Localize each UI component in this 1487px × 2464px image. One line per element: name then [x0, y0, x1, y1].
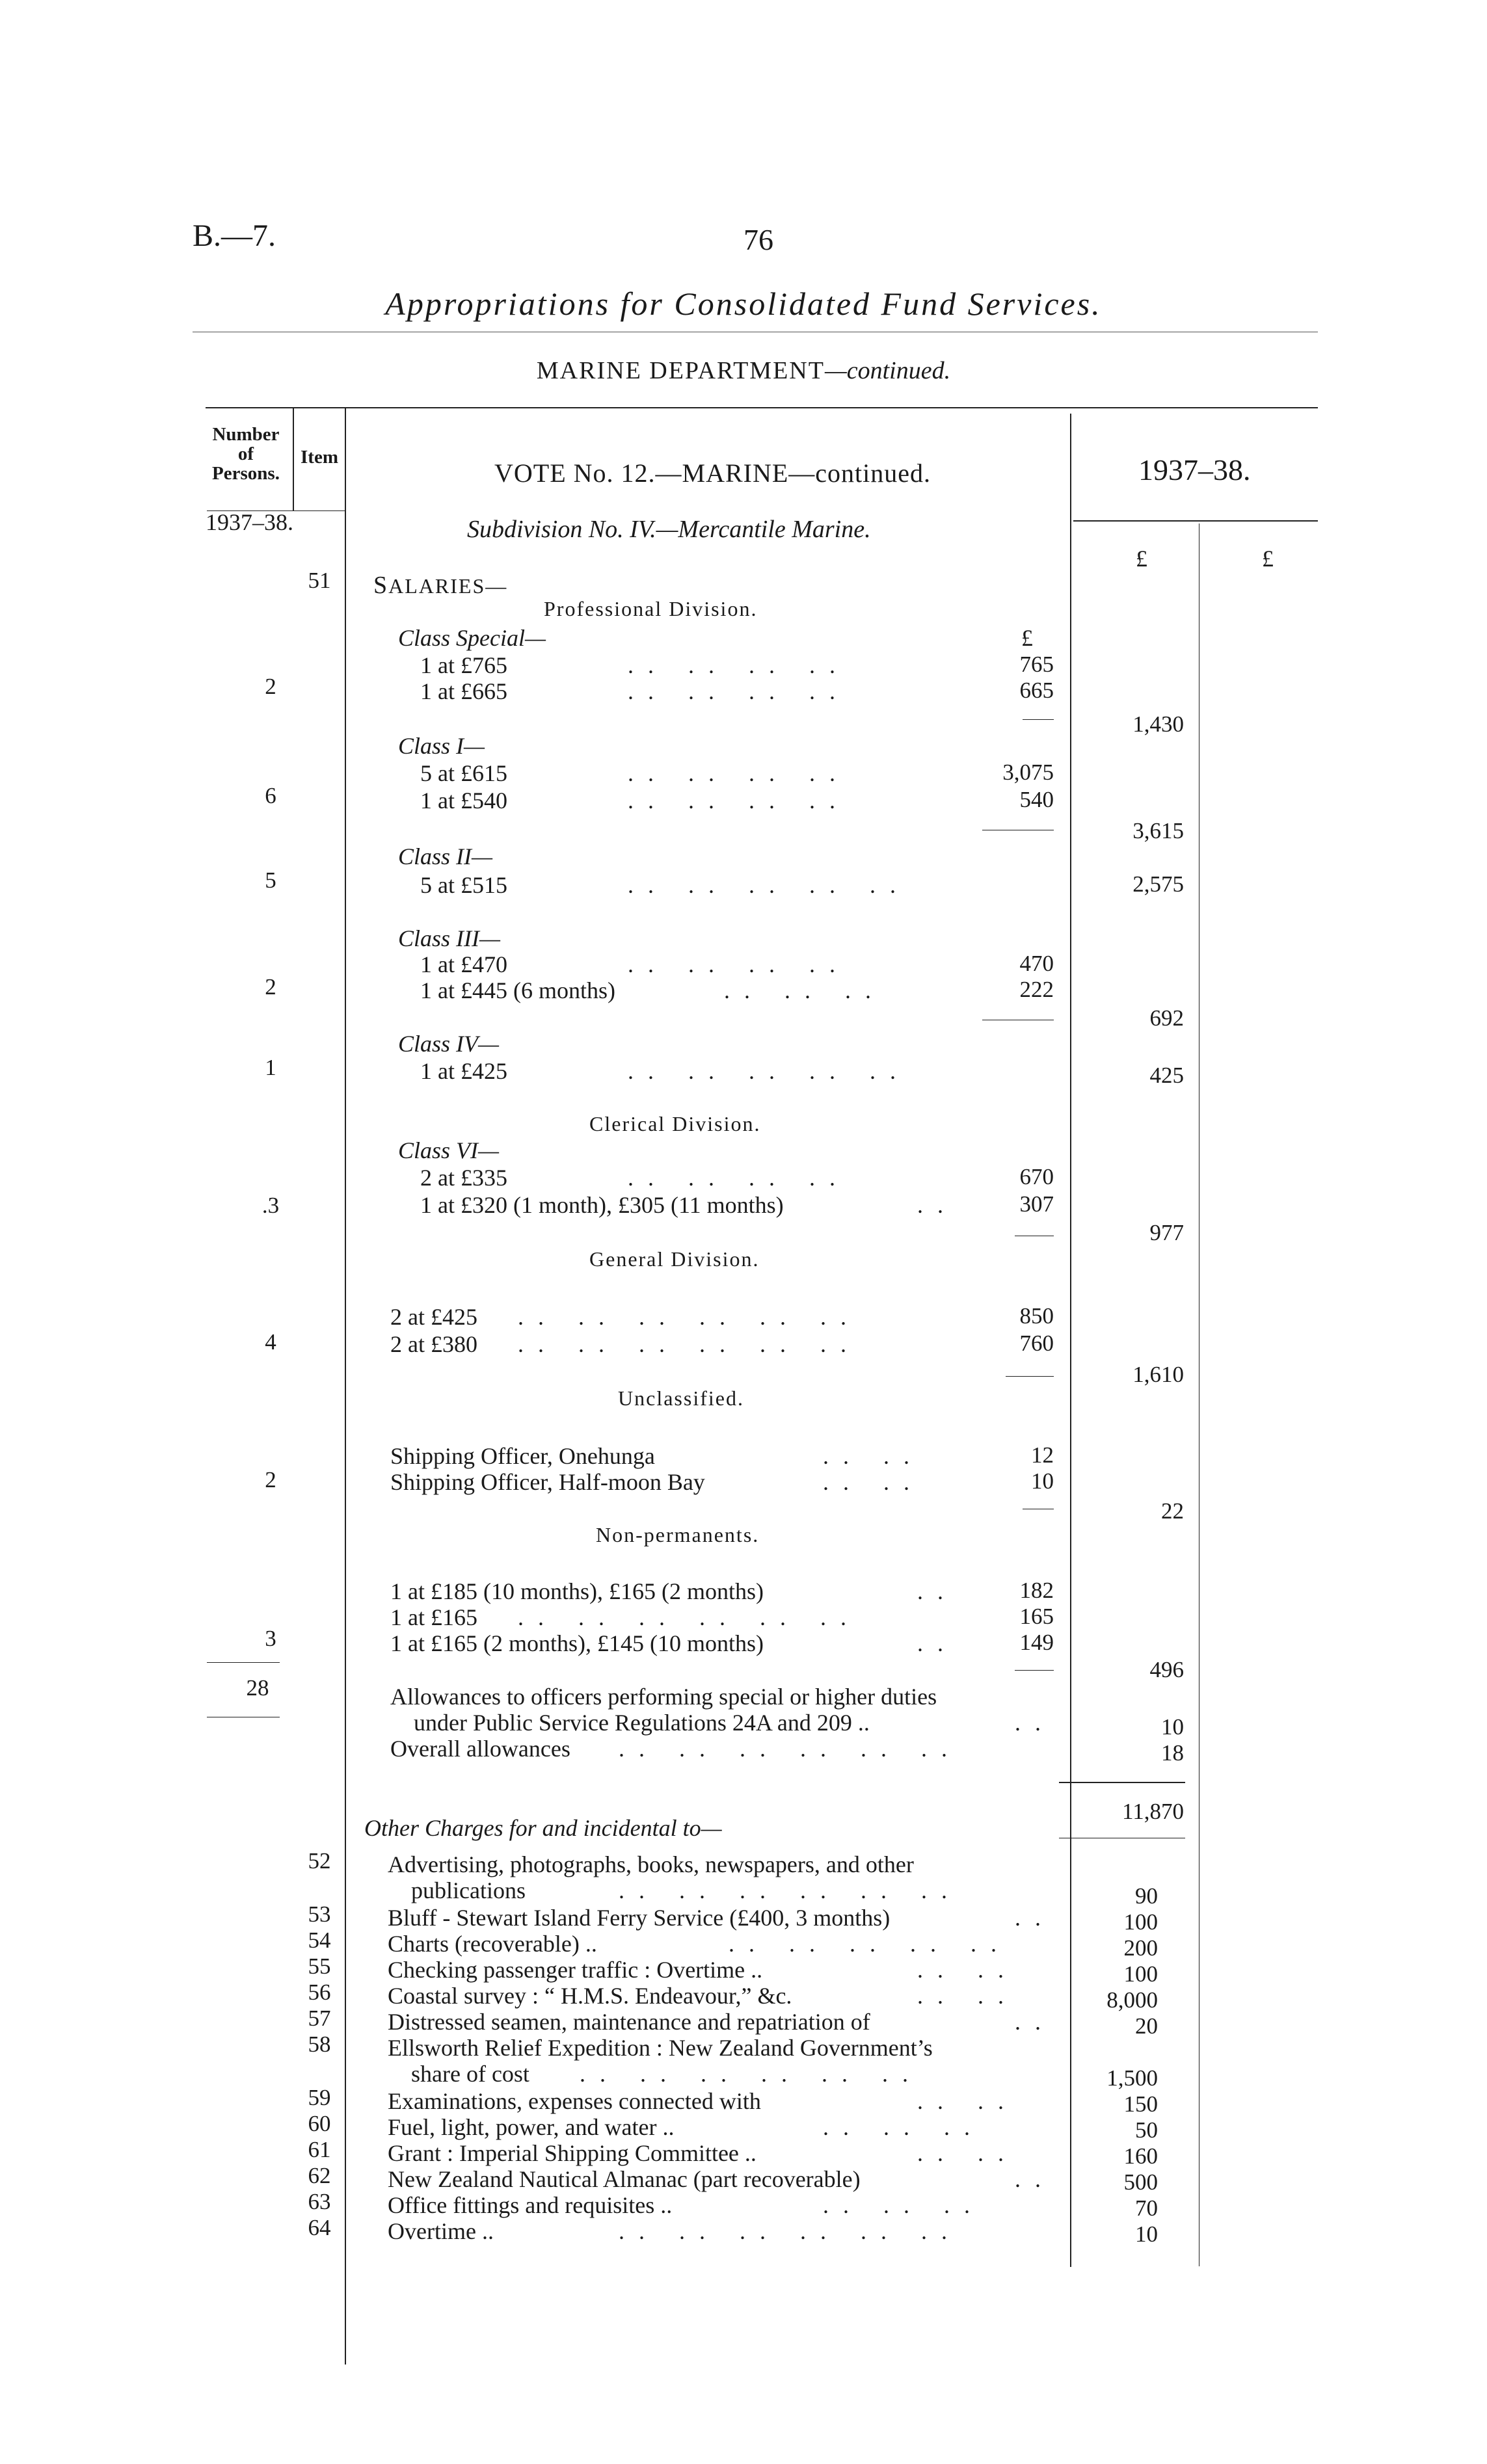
pound-symbol-1: £ — [1136, 546, 1147, 572]
salary-amount: 12 — [1031, 1442, 1054, 1468]
year-header-persons: 1937–38. — [206, 509, 293, 535]
salaries-grand-total: 11,870 — [1122, 1799, 1184, 1824]
salary-amount: 470 — [1019, 951, 1054, 976]
grand-total-rule — [1059, 1782, 1185, 1783]
charge-amount: 8,000 — [1106, 1987, 1158, 2013]
section-unclassified: Unclassified. — [618, 1386, 744, 1410]
charge-amount: 500 — [1123, 2169, 1158, 2195]
charge-label-cont: publications — [411, 1877, 526, 1903]
year-head-rule — [1073, 520, 1318, 522]
salary-amount: 665 — [1019, 678, 1054, 703]
dot-leader: .. .. .. — [823, 2114, 984, 2140]
salary-line: 1 at £320 (1 month), £305 (11 months) — [420, 1192, 784, 1218]
section-clerical: Clerical Division. — [589, 1112, 761, 1135]
dot-leader: .. — [917, 1578, 958, 1604]
salary-line: 1 at £470 — [420, 951, 507, 977]
item-number: 58 — [308, 2032, 331, 2057]
subdivision-heading: Subdivision No. IV.—Mercantile Marine. — [467, 516, 871, 543]
class-label: Class II— — [398, 843, 493, 869]
charge-label: New Zealand Nautical Almanac (part recoverable) — [388, 2166, 861, 2192]
charge-label: Grant : Imperial Shipping Committee .. — [388, 2140, 757, 2166]
persons-count: 2 — [265, 974, 276, 1000]
dot-leader: .. — [917, 1192, 958, 1218]
class-label: Class IV— — [398, 1031, 500, 1057]
charge-amount: 200 — [1123, 1935, 1158, 1961]
salary-line: Shipping Officer, Onehunga — [390, 1443, 655, 1469]
persons-total: 28 — [246, 1675, 269, 1701]
dot-leader: .. .. .. .. — [628, 760, 850, 786]
salary-line: 1 at £445 (6 months) — [420, 977, 615, 1003]
salary-amount: 182 — [1019, 1578, 1054, 1603]
charge-amount: 150 — [1123, 2091, 1158, 2117]
charge-label: Bluff - Stewart Island Ferry Service (£400, 3 months) — [388, 1905, 891, 1931]
document-reference: B.—7. — [193, 219, 276, 253]
class-label: Class III— — [398, 925, 501, 951]
dot-leader: .. .. .. .. — [628, 652, 850, 678]
dot-leader: .. .. .. .. .. .. — [619, 2218, 961, 2244]
dot-leader: .. .. .. .. .. .. — [518, 1331, 861, 1357]
dot-leader: .. .. .. .. .. — [729, 1931, 1011, 1957]
year-header-right: 1937–38. — [1138, 453, 1251, 486]
section-professional: Professional Division. — [544, 597, 758, 620]
item-number: 62 — [308, 2163, 331, 2188]
class-label: Class I— — [398, 733, 485, 759]
persons-count: 5 — [265, 868, 276, 893]
class-special-label: Class Special— — [398, 625, 546, 651]
dot-leader: .. .. — [823, 1443, 924, 1469]
dot-leader: .. — [917, 1630, 958, 1656]
salary-line: 1 at £540 — [420, 788, 507, 814]
charge-label: Advertising, photographs, books, newspapers, and other — [388, 1851, 914, 1877]
salary-line: 5 at £515 — [420, 872, 507, 898]
item-number: 59 — [308, 2085, 331, 2110]
salary-amount: 165 — [1019, 1604, 1054, 1629]
salary-amount: 222 — [1019, 977, 1054, 1002]
table-top-rule — [206, 407, 1318, 408]
allowances-line: Allowances to officers performing special or higher duties — [390, 1684, 937, 1710]
persons-count: 2 — [265, 674, 276, 699]
persons-count: 4 — [265, 1329, 276, 1355]
salary-amount: 760 — [1019, 1331, 1054, 1356]
item-number: 52 — [308, 1848, 331, 1874]
subtotal-amount: 2,575 — [1132, 871, 1184, 897]
charge-amount: 100 — [1123, 1961, 1158, 1987]
dot-leader: .. .. .. .. .. — [628, 872, 910, 898]
salary-amount: 850 — [1019, 1303, 1054, 1329]
page-number: 76 — [744, 223, 773, 256]
salary-amount: 765 — [1019, 652, 1054, 677]
charge-label: Distressed seamen, maintenance and repatriation of — [388, 2009, 870, 2035]
salary-line: 2 at £380 — [390, 1331, 477, 1357]
charge-amount: 20 — [1135, 2013, 1158, 2039]
subtotal-amount: 3,615 — [1132, 818, 1184, 843]
dot-leader: .. .. .. .. — [628, 788, 850, 814]
dot-leader: .. .. .. .. .. .. — [619, 1877, 961, 1903]
col-header-item: Item — [301, 447, 338, 468]
dot-leader: .. .. — [917, 1957, 1018, 1983]
dot-leader: .. .. — [917, 1983, 1018, 2009]
subtotal-amount: 496 — [1149, 1657, 1184, 1682]
item-number: 51 — [308, 568, 331, 593]
section-general: General Division. — [589, 1247, 760, 1271]
department-heading: MARINE DEPARTMENT—continued. — [536, 357, 951, 384]
item-number: 57 — [308, 2006, 331, 2031]
pound-symbol-inner: £ — [1021, 625, 1033, 651]
subtotal-amount: 1,430 — [1132, 711, 1184, 737]
dot-leader: .. — [1015, 2009, 1055, 2035]
subtotal-amount: 22 — [1161, 1498, 1184, 1524]
charge-amount: 70 — [1135, 2195, 1158, 2221]
overall-allowances-line: Overall allowances — [390, 1736, 570, 1762]
dot-leader: .. .. .. .. — [628, 951, 850, 977]
salary-line: 1 at £185 (10 months), £165 (2 months) — [390, 1578, 764, 1604]
overall-allowances-amount: 18 — [1161, 1740, 1184, 1766]
salary-line: 2 at £335 — [420, 1165, 507, 1191]
charge-label: Checking passenger traffic : Overtime .. — [388, 1957, 763, 1983]
subtotal-rule — [1006, 1376, 1054, 1377]
item-number: 56 — [308, 1980, 331, 2005]
salary-amount: 670 — [1019, 1164, 1054, 1189]
item-number: 54 — [308, 1927, 331, 1953]
vote-heading: VOTE No. 12.—MARINE—continued. — [494, 458, 931, 488]
col-divider-item — [345, 407, 346, 2365]
item-number: 55 — [308, 1954, 331, 1979]
item-number: 60 — [308, 2111, 331, 2136]
allowances-line-cont: under Public Service Regulations 24A and 209 .. — [414, 1710, 870, 1736]
pound-symbol-2: £ — [1262, 546, 1274, 572]
other-charges-heading: Other Charges for and incidental to— — [364, 1815, 722, 1841]
charge-label: Overtime .. — [388, 2218, 494, 2244]
subtotal-rule — [1023, 719, 1054, 720]
salary-amount: 3,075 — [1002, 760, 1054, 785]
dot-leader: .. — [1015, 2166, 1055, 2192]
salary-line: 1 at £165 (2 months), £145 (10 months) — [390, 1630, 764, 1656]
subtotal-amount: 425 — [1149, 1063, 1184, 1088]
persons-count: 3 — [265, 1626, 276, 1651]
salary-line: 5 at £615 — [420, 760, 507, 786]
page-title: Appropriations for Consolidated Fund Services. — [385, 285, 1102, 322]
charge-amount: 160 — [1123, 2143, 1158, 2169]
dot-leader: .. .. .. .. .. .. — [518, 1304, 861, 1330]
dot-leader: .. .. .. .. — [628, 678, 850, 704]
subtotal-amount: 692 — [1149, 1005, 1184, 1031]
dot-leader: .. .. — [917, 2140, 1018, 2166]
item-number: 64 — [308, 2215, 331, 2240]
persons-count: 6 — [265, 783, 276, 808]
col-header-persons: Number of Persons. — [212, 424, 280, 484]
dot-leader: .. .. — [917, 2088, 1018, 2114]
allowances-amount: 10 — [1161, 1714, 1184, 1740]
salary-amount: 10 — [1031, 1468, 1054, 1494]
charge-amount: 90 — [1135, 1883, 1158, 1909]
subtotal-amount: 1,610 — [1132, 1362, 1184, 1387]
dot-leader: .. — [1015, 1710, 1055, 1736]
dot-leader: .. .. .. .. — [628, 1165, 850, 1191]
salary-amount: 307 — [1019, 1191, 1054, 1217]
subtotal-amount: 977 — [1149, 1220, 1184, 1245]
salary-line: 2 at £425 — [390, 1304, 477, 1330]
persons-count: 2 — [265, 1467, 276, 1492]
section-non-permanents: Non-permanents. — [596, 1523, 760, 1546]
class-label: Class VI— — [398, 1137, 500, 1163]
salary-amount: 540 — [1019, 787, 1054, 812]
persons-count: .3 — [261, 1193, 280, 1218]
item-number: 63 — [308, 2189, 331, 2214]
persons-count: 1 — [265, 1055, 276, 1080]
salary-amount: 149 — [1019, 1630, 1054, 1655]
charge-label: Coastal survey : “ H.M.S. Endeavour,” &c. — [388, 1983, 792, 2009]
subtotal-rule — [1015, 1670, 1054, 1671]
charge-amount: 10 — [1135, 2221, 1158, 2247]
dot-leader: .. .. .. .. .. .. — [518, 1604, 861, 1630]
salary-line: 1 at £665 — [420, 678, 507, 704]
salary-line: Shipping Officer, Half-moon Bay — [390, 1469, 705, 1495]
salary-line: 1 at £165 — [390, 1604, 477, 1630]
dot-leader: .. .. .. .. .. — [628, 1058, 910, 1084]
salary-line: 1 at £425 — [420, 1058, 507, 1084]
charge-label: Ellsworth Relief Expedition : New Zealand Government’s — [388, 2035, 933, 2061]
dot-leader: .. — [1015, 1905, 1055, 1931]
dot-leader: .. .. .. — [823, 2192, 984, 2218]
dot-leader: .. .. — [823, 1469, 924, 1495]
dot-leader: .. .. .. .. .. .. — [580, 2061, 922, 2087]
charge-label-cont: share of cost — [411, 2061, 529, 2087]
item-number: 53 — [308, 1901, 331, 1927]
dot-leader: .. .. .. .. .. .. — [619, 1736, 961, 1762]
charge-label: Examinations, expenses connected with — [388, 2088, 761, 2114]
salaries-label: SALARIES— — [373, 572, 508, 599]
charge-amount: 1,500 — [1106, 2065, 1158, 2091]
persons-total-rule — [207, 1662, 280, 1663]
charge-label: Charts (recoverable) .. — [388, 1931, 597, 1957]
charge-amount: 100 — [1123, 1909, 1158, 1935]
dot-leader: .. .. .. — [724, 977, 885, 1003]
charge-label: Fuel, light, power, and water .. — [388, 2114, 675, 2140]
charge-label: Office fittings and requisites .. — [388, 2192, 673, 2218]
charge-amount: 50 — [1135, 2117, 1158, 2143]
item-number: 61 — [308, 2137, 331, 2162]
salary-line: 1 at £765 — [420, 652, 507, 678]
